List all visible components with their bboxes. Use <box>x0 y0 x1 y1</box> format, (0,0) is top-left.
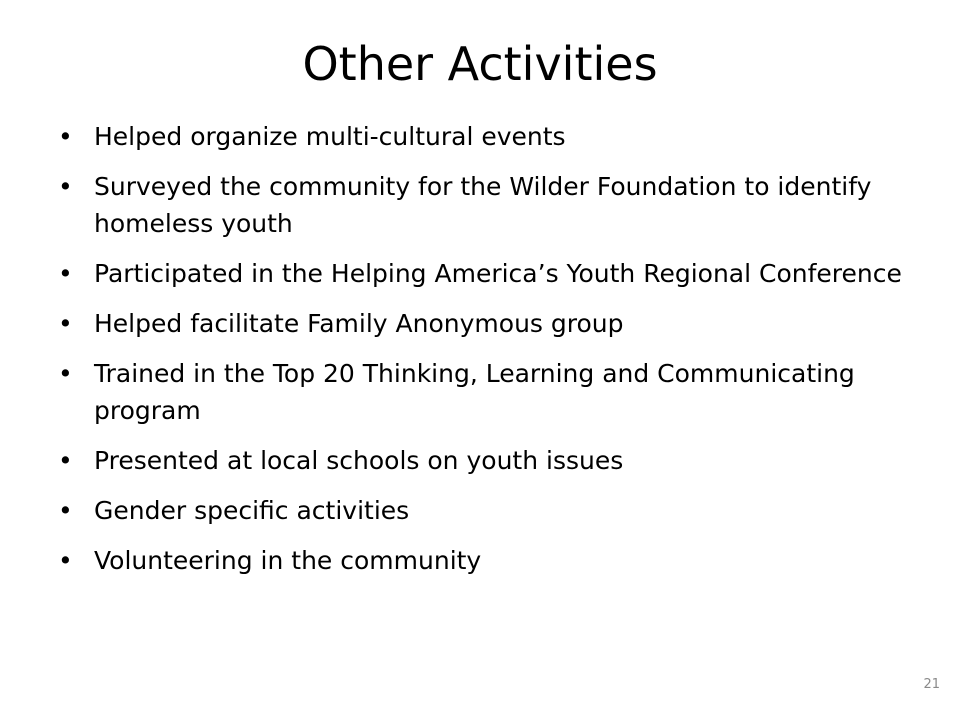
bullet-text: Surveyed the community for the Wilder Foundation to identify homeless youth <box>94 172 872 238</box>
bullet-item <box>58 118 918 155</box>
bullet-icon: • <box>58 496 73 525</box>
bullet-text: Presented at local schools on youth issues <box>94 446 624 475</box>
bullet-text: Trained in the Top 20 Thinking, Learning and Communicating program <box>94 359 855 425</box>
bullet-item <box>58 255 918 292</box>
bullet-icon: • <box>58 122 73 151</box>
bullet-icon: • <box>58 359 73 388</box>
bullet-item <box>58 542 918 579</box>
bullet-text: Participated in the Helping America’s Youth Regional Conference <box>94 259 902 288</box>
bullet-icon: • <box>58 446 73 475</box>
bullet-icon: • <box>58 546 73 575</box>
bullet-item <box>58 442 918 479</box>
slide-number: 21 <box>923 677 940 692</box>
bullet-text: Helped facilitate Family Anonymous group <box>94 309 624 338</box>
bullet-list <box>58 118 918 592</box>
bullet-item <box>58 355 918 429</box>
bullet-icon: • <box>58 309 73 338</box>
bullet-icon: • <box>58 172 73 201</box>
bullet-item <box>58 492 918 529</box>
bullet-text: Helped organize multi-cultural events <box>94 122 566 151</box>
bullet-item <box>58 305 918 342</box>
bullet-text: Gender specific activities <box>94 496 410 525</box>
bullet-icon: • <box>58 259 73 288</box>
slide-title: Other Activities <box>302 37 658 91</box>
bullet-text: Volunteering in the community <box>94 546 482 575</box>
bullet-item <box>58 168 918 242</box>
